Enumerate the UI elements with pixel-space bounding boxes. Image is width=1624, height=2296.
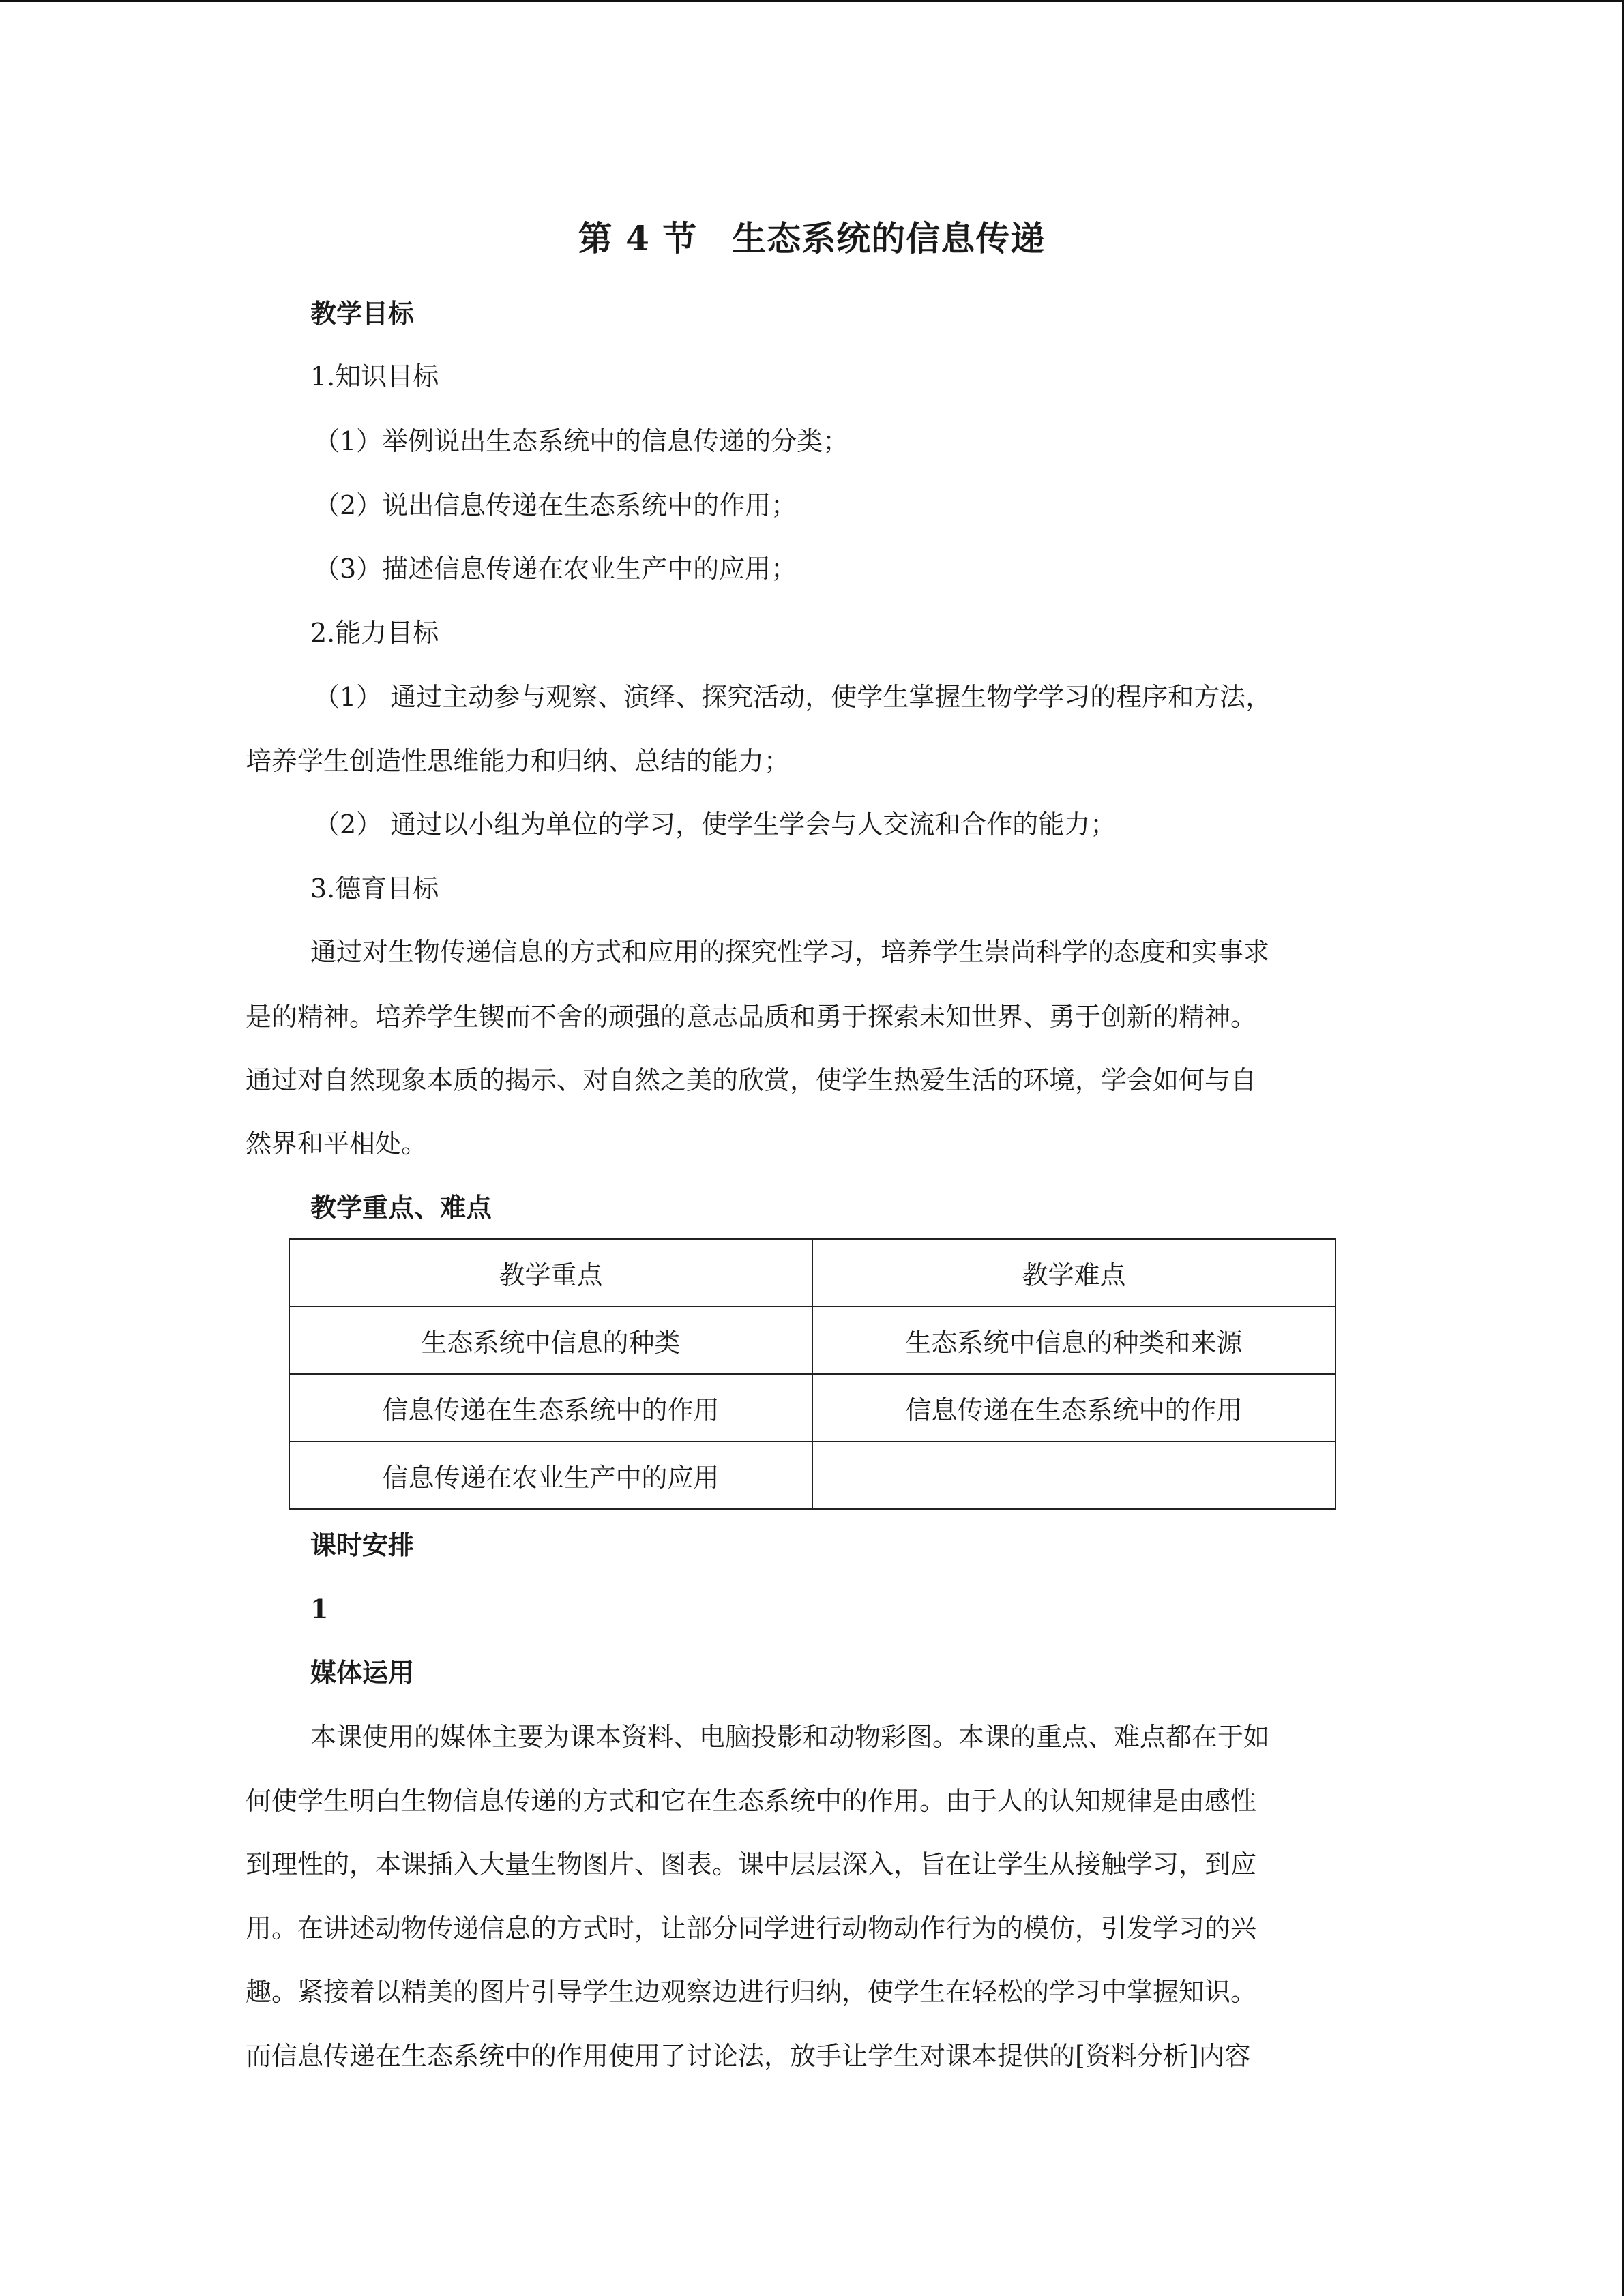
table-cell (812, 1442, 1335, 1509)
table-cell: 生态系统中信息的种类 (289, 1307, 812, 1374)
table-header-row (289, 1239, 1335, 1307)
page-top-border (0, 0, 1624, 2)
keypoints-heading: 教学重点、难点 (310, 1192, 492, 1223)
page-title: 第 4 节 生态系统的信息传递 (578, 218, 1046, 258)
table-row (289, 1374, 1335, 1442)
table-cell: 信息传递在生态系统中的作用 (289, 1374, 812, 1442)
media-line-1: 本课使用的媒体主要为课本资料、电脑投影和动物彩图。本课的重点、难点都在于如 (310, 1722, 1270, 1752)
moral-line-4: 然界和平相处。 (246, 1129, 428, 1159)
table-row (289, 1307, 1335, 1374)
table-cell: 生态系统中信息的种类和来源 (812, 1307, 1335, 1374)
moral-line-1: 通过对生物传递信息的方式和应用的探究性学习，培养学生崇尚科学的态度和实事求 (310, 937, 1270, 967)
knowledge-heading: 1.知识目标 (310, 361, 439, 391)
media-line-3: 到理性的，本课插入大量生物图片、图表。课中层层深入，旨在让学生从接触学习，到应 (246, 1849, 1257, 1879)
table-row (289, 1442, 1335, 1509)
media-heading: 媒体运用 (310, 1657, 415, 1688)
knowledge-item-1: （1）举例说出生态系统中的信息传递的分类； (314, 426, 849, 456)
moral-line-3: 通过对自然现象本质的揭示、对自然之美的欣赏，使学生热爱生活的环境，学会如何与自 (246, 1065, 1257, 1095)
ability-item-1-line-1: （1） 通过主动参与观察、演绎、探究活动，使学生掌握生物学学习的程序和方法， (314, 682, 1272, 712)
knowledge-item-3: （3）描述信息传递在农业生产中的应用； (314, 554, 797, 584)
moral-line-2: 是的精神。培养学生锲而不舍的顽强的意志品质和勇于探索未知世界、勇于创新的精神。 (246, 1002, 1257, 1032)
table-header-cell: 教学重点 (289, 1239, 812, 1307)
media-line-5: 趣。紧接着以精美的图片引导学生边观察边进行归纳，使学生在轻松的学习中掌握知识。 (246, 1977, 1257, 2007)
media-line-6: 而信息传递在生态系统中的作用使用了讨论法，放手让学生对课本提供的[资料分析]内容 (246, 2041, 1251, 2071)
schedule-heading: 课时安排 (310, 1530, 415, 1560)
knowledge-item-2: （2）说出信息传递在生态系统中的作用； (314, 490, 797, 520)
table-cell: 信息传递在生态系统中的作用 (812, 1374, 1335, 1442)
media-line-4: 用。在讲述动物传递信息的方式时，让部分同学进行动物动作行为的模仿，引发学习的兴 (246, 1913, 1257, 1943)
ability-heading: 2.能力目标 (310, 618, 439, 648)
objectives-heading: 教学目标 (310, 298, 415, 329)
media-line-2: 何使学生明白生物信息传递的方式和它在生态系统中的作用。由于人的认知规律是由感性 (246, 1786, 1257, 1816)
keypoints-table (289, 1238, 1336, 1510)
table-header-cell: 教学难点 (812, 1239, 1335, 1307)
moral-heading: 3.德育目标 (310, 874, 439, 904)
table-cell: 信息传递在农业生产中的应用 (289, 1442, 812, 1509)
ability-item-2: （2） 通过以小组为单位的学习，使学生学会与人交流和合作的能力； (314, 809, 1117, 839)
schedule-value: 1 (310, 1594, 329, 1624)
ability-item-1-line-2: 培养学生创造性思维能力和归纳、总结的能力； (246, 746, 791, 776)
